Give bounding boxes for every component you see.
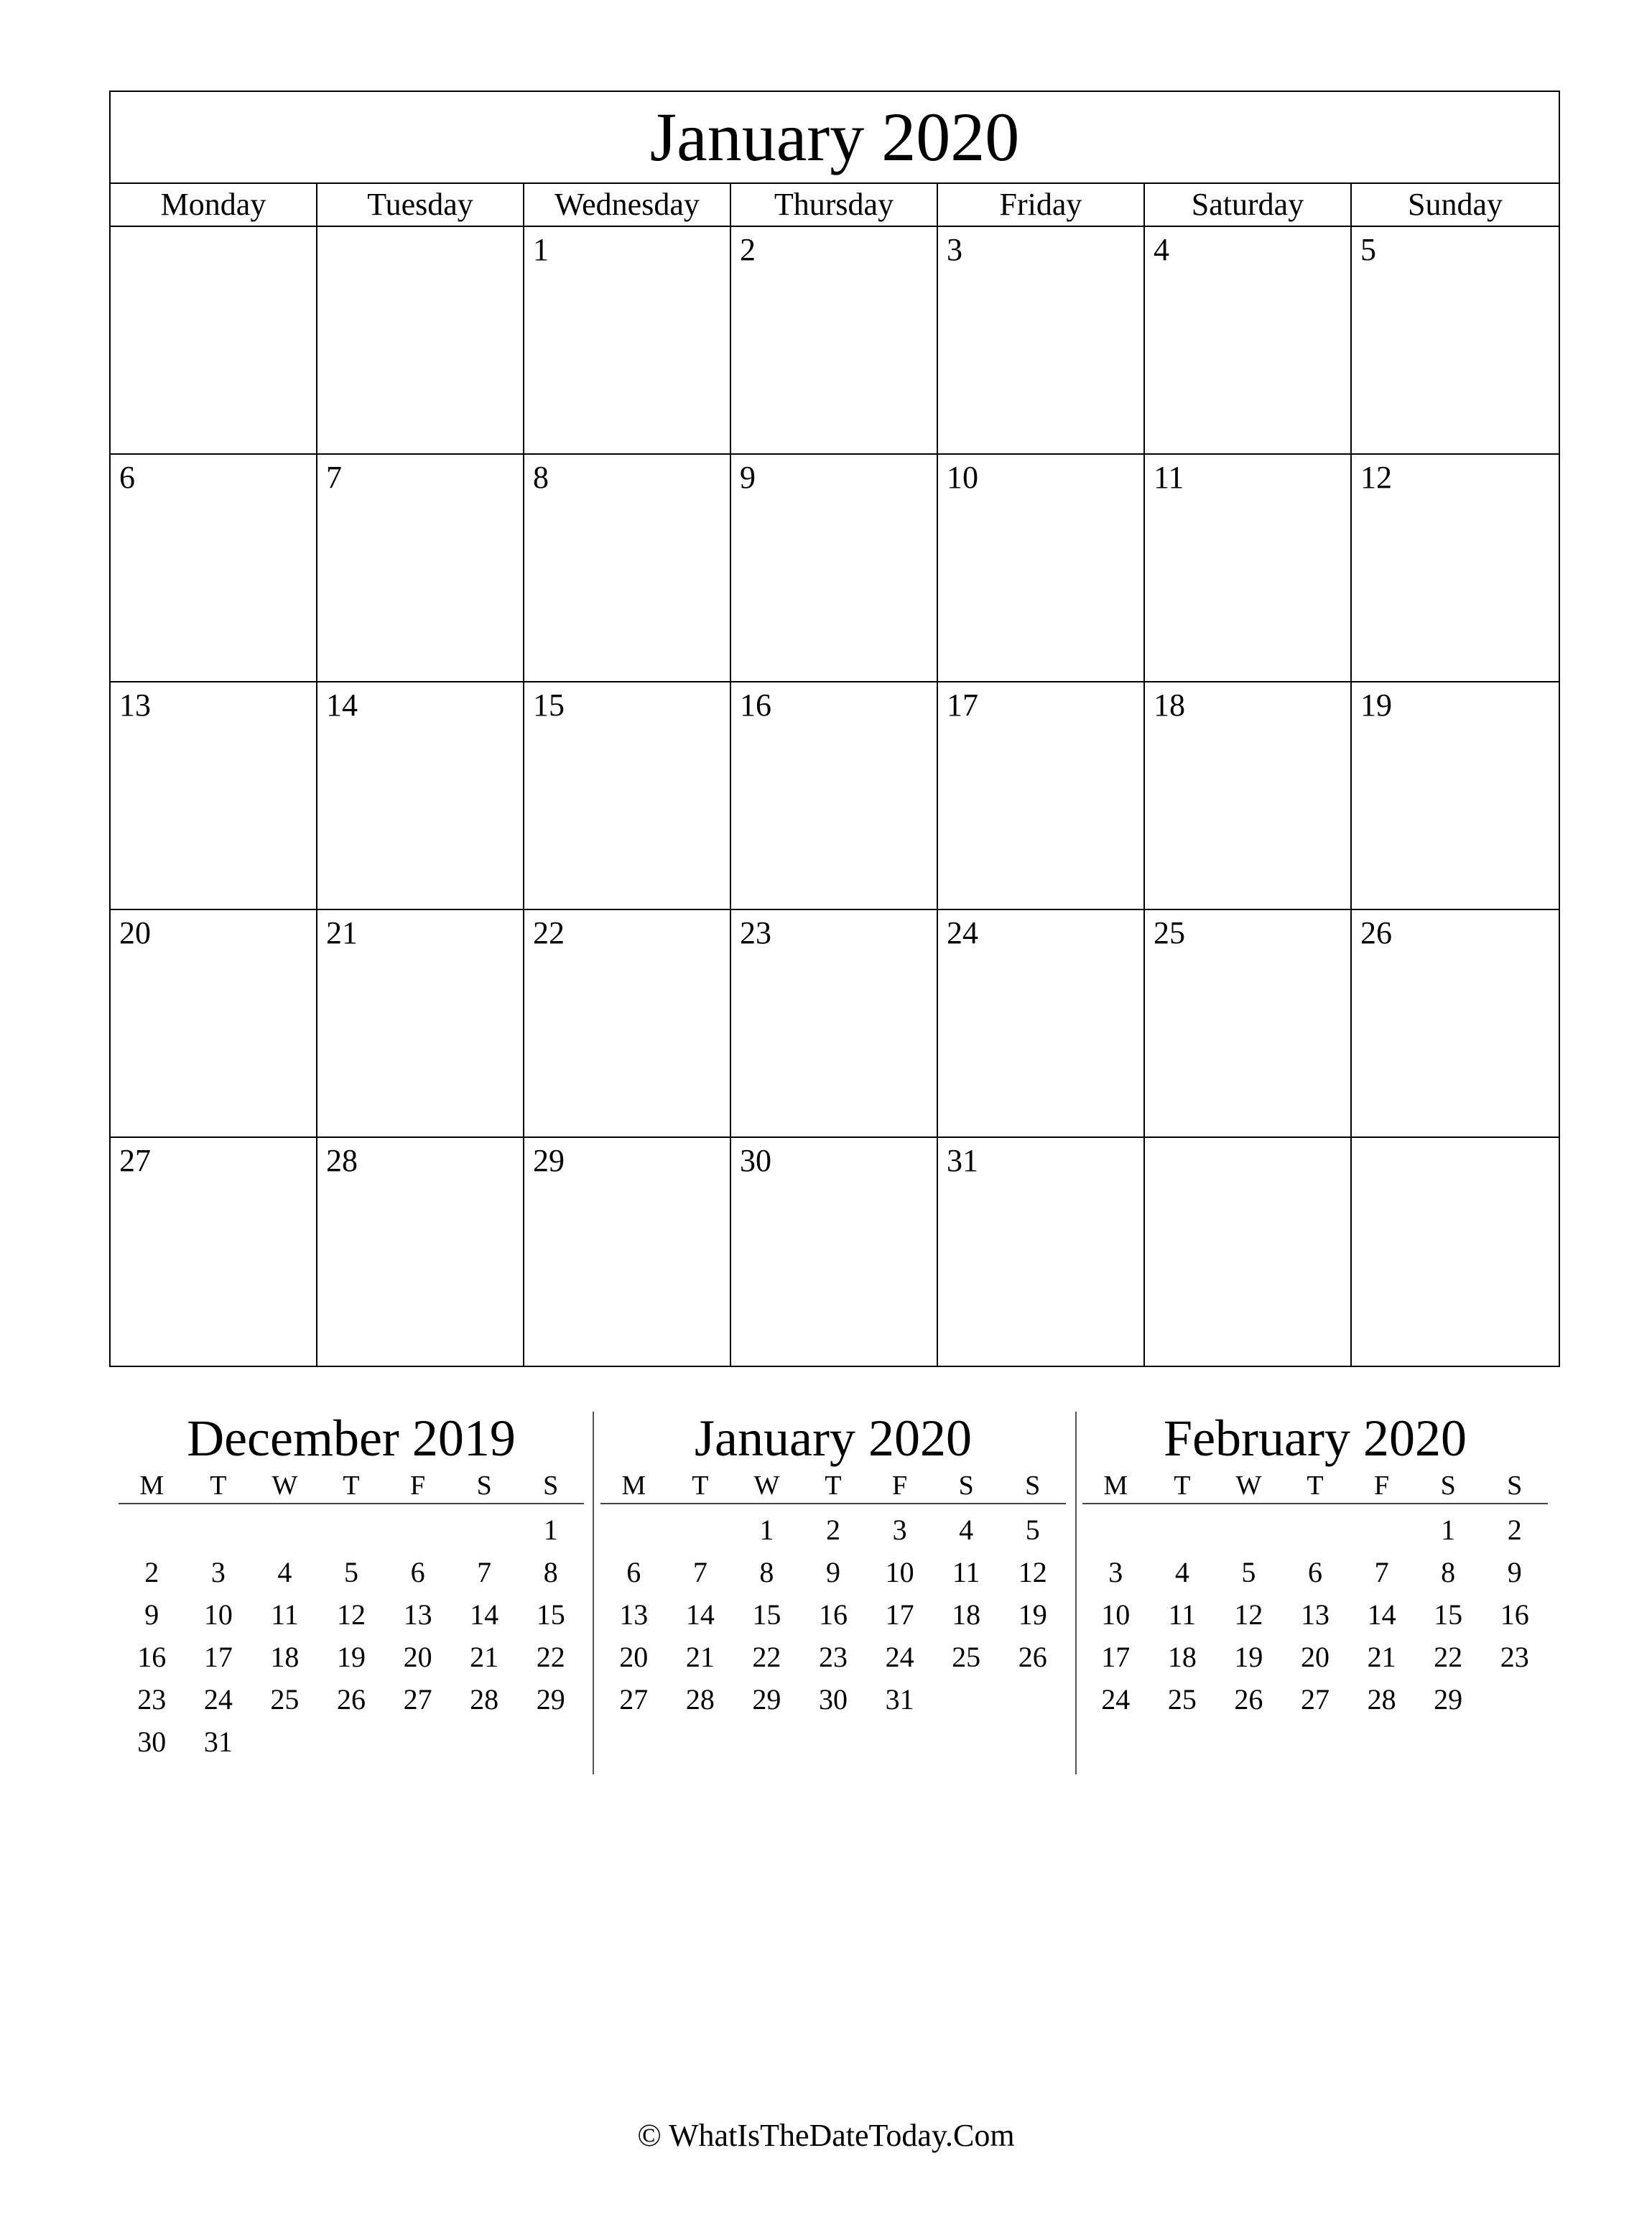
- mini-day-number: 21: [1367, 1641, 1396, 1673]
- mini-day-number: 28: [1367, 1683, 1396, 1716]
- mini-day-number: 30: [137, 1726, 167, 1758]
- mini-weekday-label: T: [210, 1471, 227, 1501]
- weekday-label: Thursday: [731, 184, 938, 226]
- mini-weekday-row: [119, 1468, 584, 1504]
- mini-day-grid: [1082, 1504, 1548, 1721]
- mini-day-number: 4: [1174, 1556, 1189, 1588]
- mini-day-number: [1149, 1509, 1216, 1551]
- mini-day-number: 5: [343, 1556, 358, 1588]
- day-number: 2: [740, 232, 756, 267]
- day-number: 21: [326, 915, 358, 950]
- mini-weekday-label: T: [825, 1471, 842, 1501]
- day-cell: [1352, 682, 1559, 910]
- day-cell: [317, 455, 524, 682]
- mini-day-number: 17: [885, 1598, 914, 1631]
- mini-day-number: 19: [1018, 1598, 1047, 1631]
- day-cell: [938, 910, 1145, 1138]
- mini-day-number: 7: [477, 1556, 492, 1588]
- mini-day-number: [384, 1721, 451, 1763]
- mini-day-number: 16: [1500, 1598, 1529, 1631]
- day-number: 27: [119, 1143, 151, 1178]
- day-number: 26: [1360, 915, 1392, 950]
- day-cell: [938, 682, 1145, 910]
- mini-calendar-next-month: [1082, 1408, 1548, 1721]
- day-cell: [524, 1138, 731, 1366]
- mini-day-number: [318, 1721, 385, 1763]
- mini-day-number: 3: [1108, 1556, 1123, 1588]
- day-cell: [317, 227, 524, 455]
- mini-weekday-label: F: [409, 1471, 426, 1501]
- mini-weekday-label: F: [1373, 1471, 1390, 1501]
- mini-day-number: 9: [1507, 1556, 1522, 1588]
- mini-day-number: 22: [536, 1641, 565, 1673]
- day-cell: [1352, 455, 1559, 682]
- mini-day-number: 13: [403, 1598, 432, 1631]
- mini-day-number: 6: [410, 1556, 425, 1588]
- mini-day-number: 1: [543, 1514, 558, 1546]
- mini-day-number: 24: [203, 1683, 233, 1716]
- mini-weekday-label: T: [1307, 1471, 1324, 1501]
- day-number: 8: [533, 460, 549, 495]
- mini-day-number: 19: [336, 1641, 366, 1673]
- mini-day-number: 2: [1507, 1514, 1522, 1546]
- day-cell: [938, 227, 1145, 455]
- mini-day-number: 8: [1441, 1556, 1456, 1588]
- day-cell: [524, 682, 731, 910]
- mini-day-number: 3: [892, 1514, 907, 1546]
- day-cell: [1145, 227, 1352, 455]
- weekday-label: Sunday: [1408, 187, 1503, 222]
- day-cell: [731, 682, 938, 910]
- month-title: January 2020: [111, 92, 1559, 184]
- mini-weekday-label: M: [139, 1471, 164, 1501]
- day-cell: [524, 455, 731, 682]
- mini-day-number: 5: [1025, 1514, 1040, 1546]
- weekday-label: Monday: [111, 184, 317, 226]
- mini-day-number: 13: [1300, 1598, 1330, 1631]
- mini-day-number: 25: [270, 1683, 300, 1716]
- mini-day-number: 24: [1101, 1683, 1131, 1716]
- day-cell: [111, 455, 317, 682]
- day-number: 10: [947, 460, 978, 495]
- mini-day-number: 29: [1434, 1683, 1463, 1716]
- mini-day-number: 11: [952, 1556, 980, 1588]
- mini-day-number: 1: [759, 1514, 774, 1546]
- day-cell: [317, 682, 524, 910]
- mini-weekday-row: [1082, 1468, 1548, 1504]
- mini-day-number: [1348, 1509, 1415, 1551]
- day-cell: [731, 455, 938, 682]
- mini-day-number: 10: [885, 1556, 914, 1588]
- mini-day-number: 9: [144, 1598, 159, 1631]
- mini-day-number: 25: [1167, 1683, 1197, 1716]
- mini-day-number: [185, 1509, 252, 1551]
- mini-day-number: 20: [619, 1641, 649, 1673]
- mini-day-number: [251, 1721, 318, 1763]
- day-cell: [731, 227, 938, 455]
- mini-day-number: 13: [619, 1598, 649, 1631]
- mini-day-number: 25: [952, 1641, 981, 1673]
- day-number: 1: [533, 232, 549, 267]
- day-cell: [938, 1138, 1145, 1366]
- mini-day-number: 18: [1167, 1641, 1197, 1673]
- mini-day-number: [999, 1678, 1066, 1721]
- mini-day-number: 2: [144, 1556, 159, 1588]
- day-number: 16: [740, 687, 771, 723]
- mini-day-number: 22: [752, 1641, 781, 1673]
- mini-day-number: 27: [619, 1683, 649, 1716]
- mini-weekday-label: W: [753, 1471, 780, 1501]
- mini-calendar-title: December 2019: [187, 1409, 516, 1467]
- mini-day-number: 28: [470, 1683, 499, 1716]
- mini-calendar-divider: [1075, 1412, 1077, 1774]
- mini-day-number: [600, 1509, 667, 1551]
- mini-calendar-title: February 2020: [1164, 1409, 1467, 1467]
- mini-day-number: 27: [1300, 1683, 1330, 1716]
- mini-day-number: 10: [1101, 1598, 1131, 1631]
- day-cell: [1352, 1138, 1559, 1366]
- mini-day-number: 23: [137, 1683, 167, 1716]
- mini-day-number: [451, 1721, 518, 1763]
- main-calendar: [109, 91, 1560, 1367]
- mini-day-number: [451, 1509, 518, 1551]
- day-number: 19: [1360, 687, 1392, 723]
- day-cell: [1352, 227, 1559, 455]
- day-cell: [317, 910, 524, 1138]
- weekday-label: Saturday: [1145, 184, 1352, 226]
- day-number: 28: [326, 1143, 358, 1178]
- mini-weekday-label: S: [958, 1471, 974, 1501]
- mini-weekday-label: S: [1025, 1471, 1041, 1501]
- mini-day-number: 28: [685, 1683, 715, 1716]
- mini-day-number: 18: [270, 1641, 300, 1673]
- mini-weekday-label: S: [1507, 1471, 1523, 1501]
- day-number: 29: [533, 1143, 565, 1178]
- mini-day-number: 16: [818, 1598, 848, 1631]
- mini-calendar-current-month: [600, 1408, 1066, 1721]
- mini-day-number: 12: [1234, 1598, 1263, 1631]
- mini-day-number: 7: [692, 1556, 707, 1588]
- mini-day-number: 11: [271, 1598, 299, 1631]
- mini-calendar-title: January 2020: [695, 1409, 972, 1467]
- mini-day-number: 12: [336, 1598, 366, 1631]
- mini-day-number: 20: [403, 1641, 432, 1673]
- mini-day-number: 15: [1434, 1598, 1463, 1631]
- mini-day-number: 30: [818, 1683, 848, 1716]
- mini-day-number: 15: [752, 1598, 781, 1631]
- mini-day-number: 12: [1018, 1556, 1047, 1588]
- mini-calendar-divider: [593, 1412, 594, 1774]
- mini-weekday-label: T: [692, 1471, 709, 1501]
- mini-day-number: [667, 1509, 734, 1551]
- mini-day-number: 26: [1234, 1683, 1263, 1716]
- day-cell: [1145, 455, 1352, 682]
- mini-day-number: 1: [1441, 1514, 1456, 1546]
- day-grid: [111, 227, 1559, 1366]
- mini-day-number: 18: [952, 1598, 981, 1631]
- mini-weekday-label: T: [1174, 1471, 1191, 1501]
- mini-weekday-label: F: [891, 1471, 908, 1501]
- mini-day-number: 23: [818, 1641, 848, 1673]
- mini-day-number: 23: [1500, 1641, 1529, 1673]
- day-number: 23: [740, 915, 771, 950]
- weekday-header-row: [111, 184, 1559, 227]
- day-number: 25: [1154, 915, 1185, 950]
- mini-day-number: 14: [1367, 1598, 1396, 1631]
- mini-day-number: 5: [1241, 1556, 1256, 1588]
- weekday-label: Tuesday: [317, 184, 524, 226]
- weekday-label: Wednesday: [524, 184, 731, 226]
- mini-day-number: 19: [1234, 1641, 1263, 1673]
- day-cell: [111, 910, 317, 1138]
- mini-day-number: 17: [203, 1641, 233, 1673]
- mini-day-number: [517, 1721, 584, 1763]
- day-cell: [938, 455, 1145, 682]
- mini-weekday-label: S: [543, 1471, 559, 1501]
- mini-day-number: 26: [1018, 1641, 1047, 1673]
- day-number: 9: [740, 460, 756, 495]
- day-cell: [1352, 910, 1559, 1138]
- day-number: 13: [119, 687, 151, 723]
- day-cell: [1145, 910, 1352, 1138]
- day-number: 5: [1360, 232, 1376, 267]
- mini-day-number: 4: [277, 1556, 292, 1588]
- mini-day-number: 14: [470, 1598, 499, 1631]
- mini-day-number: 17: [1101, 1641, 1131, 1673]
- mini-day-number: 31: [885, 1683, 914, 1716]
- day-cell: [317, 1138, 524, 1366]
- day-number: 22: [533, 915, 565, 950]
- mini-day-grid: [119, 1504, 584, 1763]
- day-number: 24: [947, 915, 978, 950]
- mini-weekday-label: S: [476, 1471, 492, 1501]
- mini-day-grid: [600, 1504, 1066, 1721]
- mini-day-number: [1481, 1678, 1548, 1721]
- mini-day-number: [1082, 1509, 1149, 1551]
- mini-day-number: 16: [137, 1641, 167, 1673]
- day-number: 17: [947, 687, 978, 723]
- day-number: 31: [947, 1143, 978, 1178]
- mini-weekday-label: W: [272, 1471, 298, 1501]
- mini-day-number: 9: [825, 1556, 840, 1588]
- mini-day-number: [1282, 1509, 1349, 1551]
- mini-day-number: 4: [959, 1514, 974, 1546]
- mini-day-number: 8: [759, 1556, 774, 1588]
- mini-day-number: 20: [1300, 1641, 1330, 1673]
- day-number: 18: [1154, 687, 1185, 723]
- mini-day-number: [119, 1509, 185, 1551]
- day-cell: [731, 1138, 938, 1366]
- day-cell: [731, 910, 938, 1138]
- mini-day-number: 11: [1168, 1598, 1197, 1631]
- day-number: 30: [740, 1143, 771, 1178]
- mini-weekday-label: T: [343, 1471, 360, 1501]
- day-number: 14: [326, 687, 358, 723]
- mini-day-number: 14: [685, 1598, 715, 1631]
- mini-day-number: 6: [626, 1556, 641, 1588]
- day-number: 12: [1360, 460, 1392, 495]
- day-number: 7: [326, 460, 342, 495]
- day-cell: [524, 910, 731, 1138]
- day-cell: [111, 682, 317, 910]
- mini-day-number: [933, 1678, 1000, 1721]
- mini-day-number: 29: [752, 1683, 781, 1716]
- mini-day-number: 3: [210, 1556, 226, 1588]
- mini-day-number: 2: [825, 1514, 840, 1546]
- day-number: 15: [533, 687, 565, 723]
- mini-day-number: [318, 1509, 385, 1551]
- mini-day-number: [1215, 1509, 1282, 1551]
- mini-calendar-previous-month: [119, 1408, 584, 1763]
- day-number: 6: [119, 460, 135, 495]
- day-number: 3: [947, 232, 962, 267]
- mini-weekday-label: W: [1235, 1471, 1262, 1501]
- mini-day-number: [384, 1509, 451, 1551]
- day-number: 11: [1154, 460, 1184, 495]
- mini-day-number: 22: [1434, 1641, 1463, 1673]
- mini-weekday-label: S: [1440, 1471, 1456, 1501]
- mini-day-number: 21: [685, 1641, 715, 1673]
- mini-day-number: 26: [336, 1683, 366, 1716]
- mini-weekday-row: [600, 1468, 1066, 1504]
- day-number: 20: [119, 915, 151, 950]
- day-cell: [1145, 1138, 1352, 1366]
- day-cell: [111, 227, 317, 455]
- weekday-label: Friday: [938, 184, 1145, 226]
- mini-weekday-label: M: [1103, 1471, 1128, 1501]
- day-cell: [1145, 682, 1352, 910]
- day-cell: [524, 227, 731, 455]
- mini-day-number: 27: [403, 1683, 432, 1716]
- mini-day-number: [251, 1509, 318, 1551]
- mini-day-number: 15: [536, 1598, 565, 1631]
- day-cell: [111, 1138, 317, 1366]
- copyright-footer: © WhatIsTheDateToday.Com: [637, 2118, 1015, 2153]
- mini-day-number: 24: [885, 1641, 914, 1673]
- mini-day-number: 29: [536, 1683, 565, 1716]
- mini-day-number: 8: [543, 1556, 558, 1588]
- mini-day-number: 6: [1307, 1556, 1322, 1588]
- mini-day-number: 31: [203, 1726, 233, 1758]
- mini-day-number: 7: [1374, 1556, 1389, 1588]
- mini-day-number: 10: [203, 1598, 233, 1631]
- mini-weekday-label: M: [621, 1471, 646, 1501]
- day-number: 4: [1154, 232, 1169, 267]
- mini-day-number: 21: [470, 1641, 499, 1673]
